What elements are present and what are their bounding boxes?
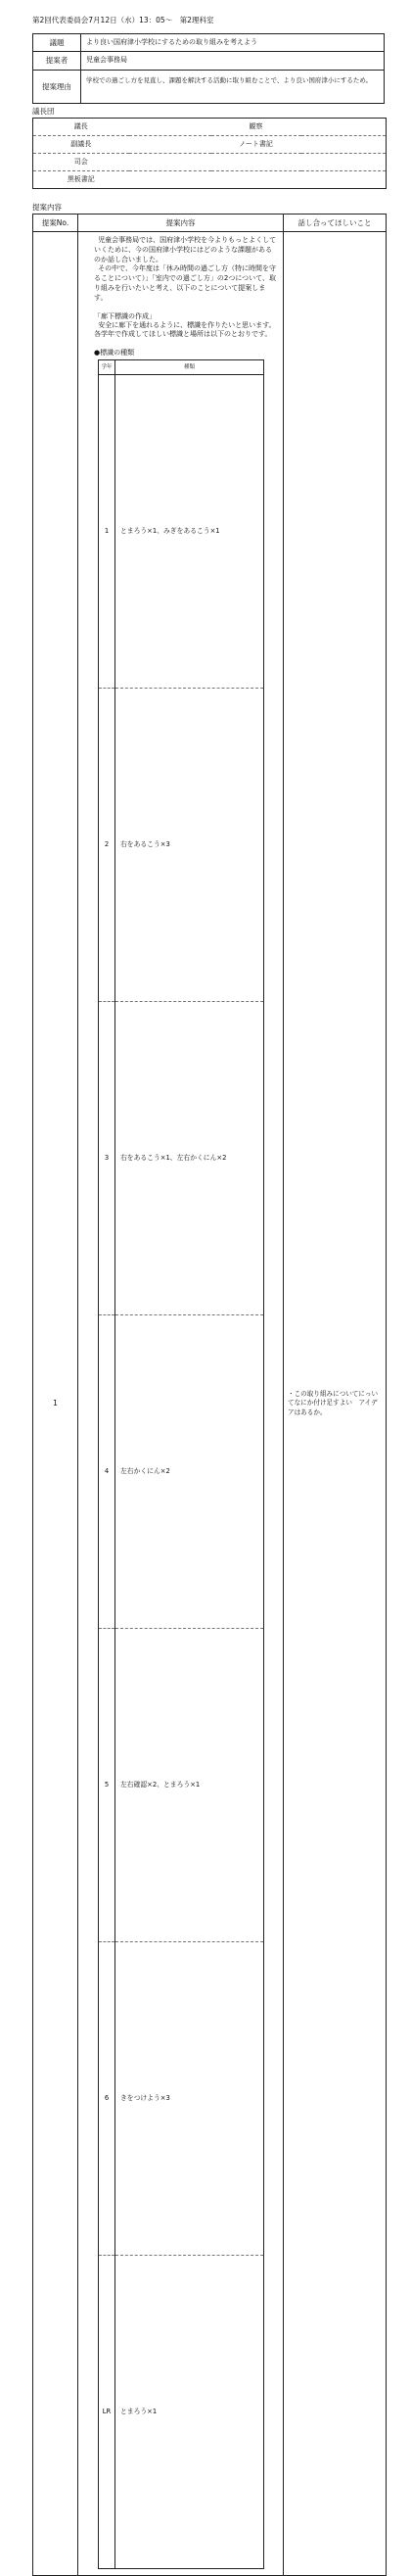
kinds-row <box>99 1629 264 1942</box>
role-label <box>211 171 301 189</box>
kinds-row <box>99 1002 264 1315</box>
kinds-text: 左右確認×2、とまろう×1 <box>115 1629 264 1942</box>
role-value <box>301 119 387 136</box>
kinds-grade: 3 <box>99 1002 115 1315</box>
sign-kinds-table <box>98 359 264 2569</box>
kinds-grade: 5 <box>99 1629 115 1942</box>
proposer-label: 提案者 <box>33 52 81 71</box>
kinds-row <box>99 1315 264 1629</box>
header-no: 提案No. <box>33 215 78 232</box>
kinds-grade: LR <box>99 2256 115 2569</box>
roles-row <box>33 171 387 189</box>
meeting-heading: 第2回代表委員会7月12日（水）13：05～ 第2理科室 <box>32 16 214 24</box>
reason-label: 提案理由 <box>33 71 81 104</box>
header-discussion: 話し合ってほしいこと <box>284 215 387 232</box>
reason-value: 学校での過ごし方を見直し、課題を解決する活動に取り組むことで、より良い国府津小にするため。 <box>81 71 385 104</box>
sign-paragraph: 安全に廊下を通れるように、標識を作りたいと思います。各学年で作成してほしい標識と場所は以下のとおりです。 <box>94 320 276 339</box>
proposal-paragraph: その中で、今年度は「休み時間の過ごし方（特に時間を守ることについて）」「室内での過ごし方」の2つについて、取り組みを行いたいと考え、以下のことについて提案します。 <box>94 264 277 302</box>
proposal-intro <box>94 236 277 304</box>
role-label: ノート書記 <box>211 136 301 154</box>
role-label: 議長 <box>33 119 129 136</box>
kinds-text: 左右かくにん×2 <box>115 1315 264 1629</box>
role-label: 副議長 <box>33 136 129 154</box>
role-label <box>211 154 301 171</box>
kinds-text: きをつけよう×3 <box>115 1942 264 2256</box>
kinds-header-kind: 種類 <box>115 360 264 375</box>
roles-row <box>33 154 387 171</box>
role-value <box>129 154 211 171</box>
kinds-header-row <box>99 360 264 375</box>
proposal-paragraph: 児童会事務局では、国府津小学校を今よりもっとよくしていくために、今の国府津小学校にはどのような課題があるのか話し合いました。 <box>94 236 277 263</box>
kinds-row <box>99 375 264 689</box>
topic-label: 議題 <box>33 34 81 52</box>
role-value <box>129 119 211 136</box>
discussion-points: ・この取り組みについてにっいてなにか付け足すよい アイデアはあるか。 <box>284 232 387 2576</box>
role-value <box>129 136 211 154</box>
kinds-header-grade: 学年 <box>99 360 115 375</box>
role-label: 司会 <box>33 154 129 171</box>
proposal-section-title: 提案内容 <box>32 203 62 212</box>
kinds-grade: 2 <box>99 689 115 1002</box>
sign-section-body <box>94 321 277 341</box>
kinds-grade: 1 <box>99 375 115 689</box>
proposal-row <box>33 232 387 2576</box>
proposal-header-row <box>33 215 387 232</box>
role-value <box>301 136 387 154</box>
roles-table <box>32 118 387 189</box>
proposer-value: 児童会事務局 <box>81 52 385 71</box>
roles-section-title: 議長団 <box>32 107 55 116</box>
header-content: 提案内容 <box>78 215 284 232</box>
agenda-info-table <box>32 33 385 104</box>
role-value <box>129 171 211 189</box>
kinds-grade: 4 <box>99 1315 115 1629</box>
role-value <box>301 171 387 189</box>
kinds-text: とまろう×1 <box>115 2256 264 2569</box>
sign-section-title: 「廊下標識の作成」 <box>94 311 156 320</box>
role-value <box>301 154 387 171</box>
kinds-text: 右をあるこう×3 <box>115 689 264 1002</box>
kinds-row <box>99 2256 264 2569</box>
kinds-row <box>99 689 264 1002</box>
roles-row <box>33 136 387 154</box>
kinds-row <box>99 1942 264 2256</box>
kinds-grade: 6 <box>99 1942 115 2256</box>
sign-kinds-title: ●標識の種類 <box>94 349 135 358</box>
role-label: 黒板書記 <box>33 171 129 189</box>
kinds-text: とまろう×1、みぎをあるこう×1 <box>115 375 264 689</box>
proposal-content <box>78 232 284 2576</box>
role-label: 観察 <box>211 119 301 136</box>
topic-value: より良い国府津小学校にするための取り組みを考えよう <box>81 34 385 52</box>
roles-row <box>33 119 387 136</box>
proposal-table <box>32 214 387 2576</box>
proposal-number: 1 <box>33 232 78 2576</box>
kinds-text: 右をあるこう×1、左右かくにん×2 <box>115 1002 264 1315</box>
